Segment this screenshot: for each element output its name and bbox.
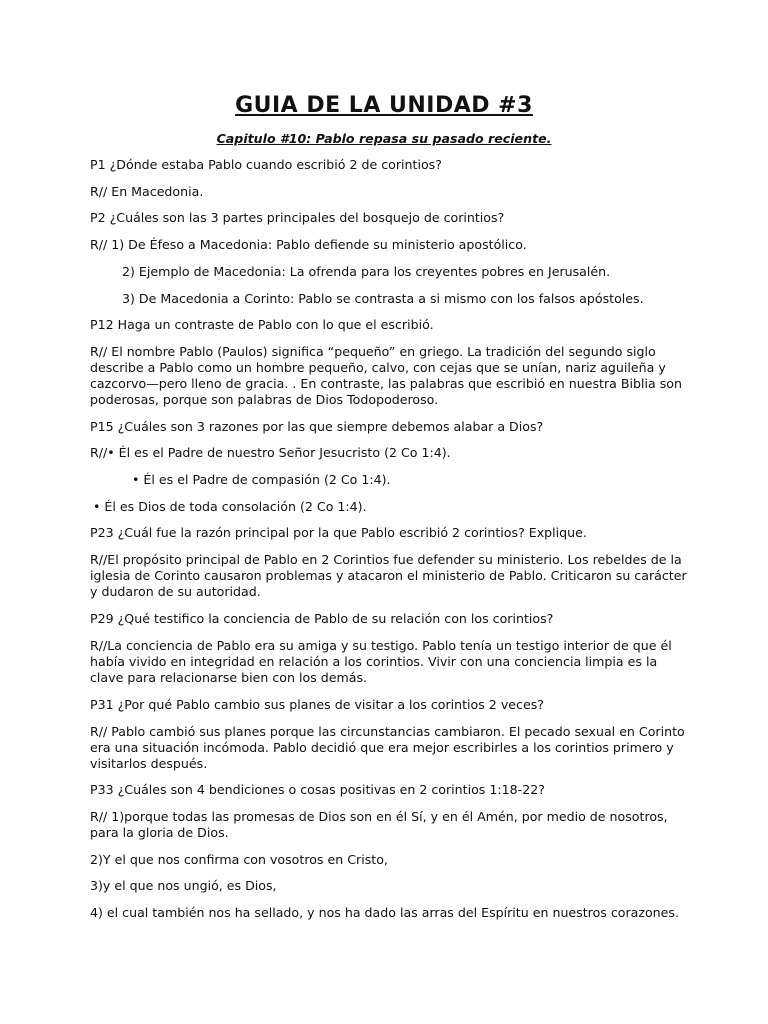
- question-p12: P12 Haga un contraste de Pablo con lo que el escribió.: [90, 317, 434, 332]
- answer-p33-item-4: 4) el cual también nos ha sellado, y nos ha dado las arras del Espíritu en nuestros corazones.: [90, 905, 679, 920]
- question-p31: P31 ¿Por qué Pablo cambio sus planes de visitar a los corintios 2 veces?: [90, 697, 544, 712]
- question-p1: P1 ¿Dónde estaba Pablo cuando escribió 2 de corintios?: [90, 157, 442, 172]
- question-p2: P2 ¿Cuáles son las 3 partes principales del bosquejo de corintios?: [90, 210, 505, 225]
- question-p29: P29 ¿Qué testifico la conciencia de Pablo de su relación con los corintios?: [90, 611, 554, 626]
- answer-p1: R// En Macedonia.: [90, 184, 204, 199]
- answer-p15-item-3: • Él es Dios de toda consolación (2 Co 1:4).: [93, 499, 367, 514]
- question-p23: P23 ¿Cuál fue la razón principal por la que Pablo escribió 2 corintios? Explique.: [90, 525, 587, 540]
- answer-p33-item-1: R// 1)porque todas las promesas de Dios son en él Sí, y en él Amén, por medio de nosotros, para la gloria de Dios.: [90, 809, 668, 840]
- question-p15: P15 ¿Cuáles son 3 razones por las que siempre debemos alabar a Dios?: [90, 419, 544, 434]
- answer-p2-item-3: 3) De Macedonia a Corinto: Pablo se contrasta a si mismo con los falsos apóstoles.: [122, 291, 644, 306]
- answer-p2-item-1: R// 1) De Éfeso a Macedonia: Pablo defiende su ministerio apostólico.: [90, 237, 527, 252]
- document-title: GUIA DE LA UNIDAD #3: [235, 93, 533, 118]
- document-subtitle: Capitulo #10: Pablo repasa su pasado reciente.: [216, 131, 552, 146]
- answer-p33-item-2: 2)Y el que nos confirma con vosotros en Cristo,: [90, 852, 388, 867]
- answer-p2-item-2: 2) Ejemplo de Macedonia: La ofrenda para los creyentes pobres en Jerusalén.: [122, 264, 611, 279]
- answer-p33-item-3: 3)y el que nos ungió, es Dios,: [90, 878, 277, 893]
- answer-p31: R// Pablo cambió sus planes porque las circunstancias cambiaron. El pecado sexual en Corinto era una situación incómoda. Pablo decidió que era mejor escribirles a los corintios primero y visitarlos después.: [90, 724, 685, 771]
- answer-p15-item-1: R//• Él es el Padre de nuestro Señor Jesucristo (2 Co 1:4).: [90, 445, 451, 460]
- answer-p15-item-2: • Él es el Padre de compasión (2 Co 1:4).: [132, 472, 391, 487]
- answer-p12: R// El nombre Pablo (Paulos) significa “pequeño” en griego. La tradición del segundo siglo describe a Pablo como un hombre pequeño, calvo, con cejas que se unían, nariz aguileña y cazcorvo—pero lleno de gracia. . En contraste, las palabras que escribió en nuestra Biblia son poderosas, porque son palabras de Dios Todopoderoso.: [90, 344, 682, 407]
- answer-p23: R//El propósito principal de Pablo en 2 Corintios fue defender su ministerio. Los rebeldes de la iglesia de Corinto causaron problemas y atacaron el ministerio de Pablo. Criticaron su carácter y dudaron de su autoridad.: [90, 552, 687, 599]
- answer-p29: R//La conciencia de Pablo era su amiga y su testigo. Pablo tenía un testigo interior de que él había vivido en integridad en relación a los corintios. Vivir con una conciencia limpia es la clave para relacionarse bien con los demás.: [90, 638, 672, 685]
- question-p33: P33 ¿Cuáles son 4 bendiciones o cosas positivas en 2 corintios 1:18-22?: [90, 782, 545, 797]
